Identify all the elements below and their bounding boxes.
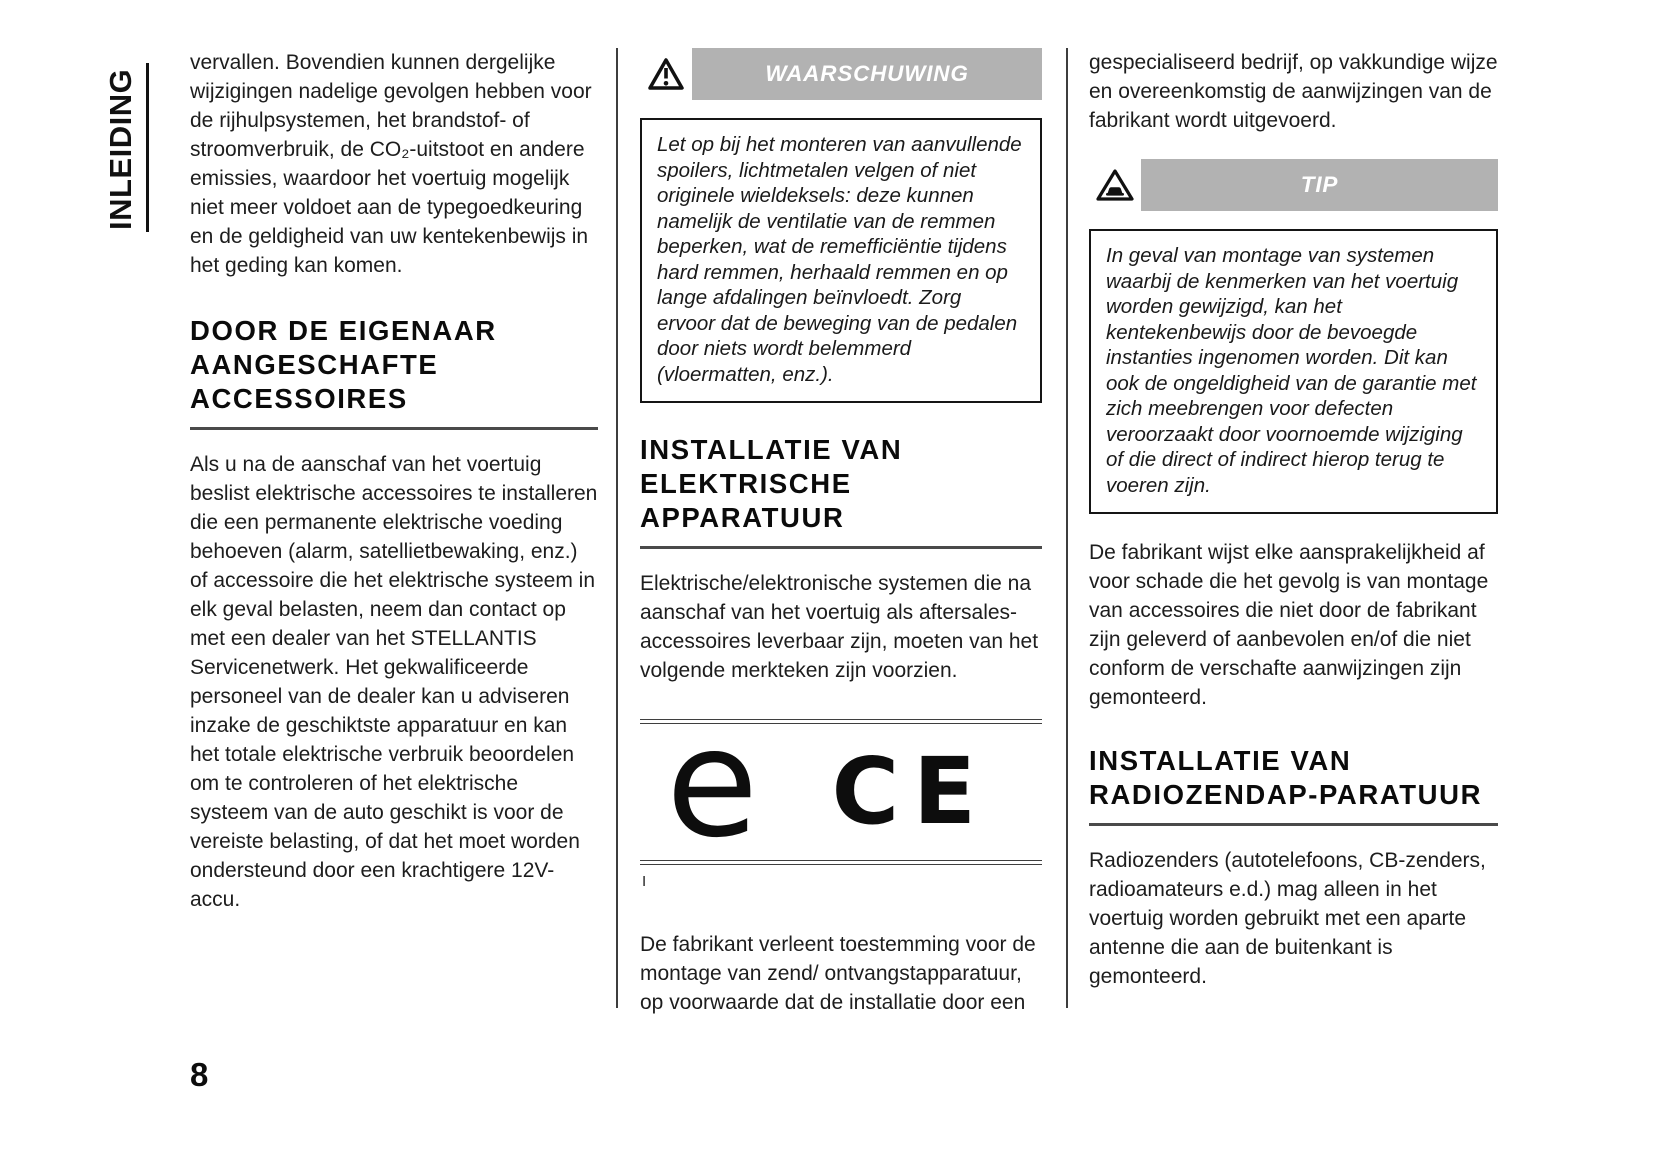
chapter-label: INLEIDING [103,63,149,232]
section-heading-radiozendapparatuur: INSTALLATIE VAN RADIOZENDAP-PARATUUR [1089,744,1498,826]
continuation-paragraph: gespecialiseerd bedrijf, op vakkundige wijze en overeenkomstig de aanwijzingen van de fabrikant wordt uitgevoerd. [1089,51,1498,132]
car-warning-icon [1089,159,1141,211]
warning-title: WAARSCHUWING [765,61,969,86]
tip-box [1089,159,1498,514]
page-number: 8 [190,1056,209,1093]
warning-box [640,48,1042,403]
column-3 [1068,48,1520,1008]
warning-text: Let op bij het monteren van aanvullende spoilers, lichtmetalen velgen of niet originele wieldeksels: deze kunnen namelijk de ventilatie van de remmen beperken, wat de remefficiëntie tijdens hard remmen, herhaald remmen en op lange afdalingen beïnvloedt. Zorg ervoor dat de beweging van de pedalen door niets wordt belemmerd (vloermatten, enz.). [640,118,1042,403]
radiozenders-paragraph: Radiozenders (autotelefoons, CB-zenders, radioamateurs e.d.) mag alleen in het voertuig worden gebruikt met een aparte antenne die aan de buitenkant is gemonteerd. [1089,849,1486,988]
warning-header [640,48,1042,100]
approval-marks-figure [640,697,1042,890]
tip-text: In geval van montage van systemen waarbij de kenmerken van het voertuig worden gewijzigd, kan het kentekenbewijs door de bevoegde instanties ingenomen worden. Dit kan ook de ongeldigheid van de garantie met zich meebrengen voor defecten veroorzaakt door voornoemde wijziging of die direct of indirect hierop terug te voeren zijn. [1089,229,1498,514]
ce-mark: CE [831,738,990,845]
figure-footnote-mark: I [642,873,647,890]
content-columns [190,48,1520,1014]
warning-triangle-icon [640,48,692,100]
accessoires-paragraph: Als u na de aanschaf van het voertuig beslist elektrische accessoires te installeren die een permanente elektrische voeding behoeven (alarm, satellietbewaking, enz.) of accessoire die het elektrische systeem in elk geval belasten, neem dan contact op met een dealer van het STELLANTIS Servicenetwerk. Het gekwalificeerde personeel van de dealer kan u adviseren inzake de geschiktste apparatuur en kan het totale elektrische verbruik beoordelen om te controleren of het elektrische systeem van de auto geschikt is voor de vereiste belasting, of dat het moet worden ondersteund door een krachtigere 12V-accu. [190,453,598,911]
aansprakelijkheid-paragraph: De fabrikant wijst elke aansprakelijkheid af voor schade die het gevolg is van montage van accessoires die niet door de fabrikant zijn geleverd of aanbevolen en/of die niet conform de verschafte aanwijzingen zijn gemonteerd. [1089,541,1489,709]
elektrische-paragraph: Elektrische/elektronische systemen die na aanschaf van het voertuig als aftersales-accessoires leverbaar zijn, moeten van het volgende merkteken zijn voorzien. [640,572,1039,682]
zendapparatuur-paragraph: De fabrikant verleent toestemming voor de montage van zend/ ontvangstapparatuur, op voorwaarde dat de installatie door een [640,933,1036,1014]
column-2 [618,48,1066,1014]
tip-header [1089,159,1498,211]
tip-title: TIP [1300,172,1339,197]
section-heading-elektrische-apparatuur: INSTALLATIE VAN ELEKTRISCHE APPARATUUR [640,433,1042,549]
column-1 [190,48,616,1008]
section-heading-accessoires: DOOR DE EIGENAAR AANGESCHAFTE ACCESSOIRES [190,314,598,430]
e-type-approval-mark: e [666,697,759,871]
approval-marks-row [640,697,1042,871]
intro-paragraph: vervallen. Bovendien kunnen dergelijke wijzigingen nadelige gevolgen hebben voor de rijhulpsystemen, het brandstof- of stroomverbruik, de CO₂-uitstoot en andere emissies, waardoor het voertuig mogelijk niet meer voldoet aan de typegoedkeuring en de geldigheid van uw kentekenbewijs in het geding kan komen. [190,51,592,277]
